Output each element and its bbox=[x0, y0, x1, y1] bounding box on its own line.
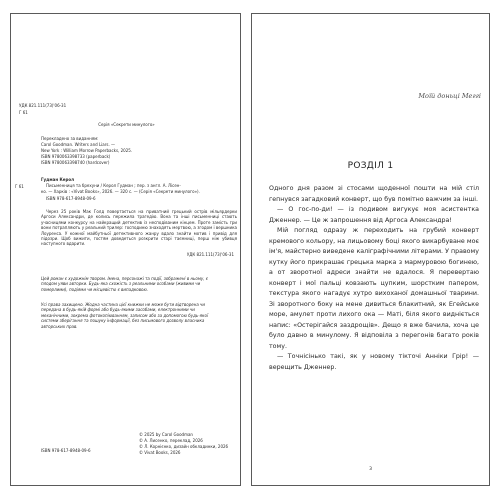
isbn-hardcover: ISBN 9780063398740 (hardcover) bbox=[41, 160, 110, 165]
translation-line: Carol Goodman. Writers and Liars. — bbox=[41, 142, 116, 147]
paragraph: — О гос-по-ди! — із подивом вигукує моя асистентка Дженнер. — Це ж запрошення від Аргоса Александра! bbox=[269, 206, 479, 224]
isbn-bottom: ISBN 978-617-8948-09-6 bbox=[41, 448, 91, 453]
series-line: Серія «Секрети минулого» bbox=[98, 122, 155, 127]
dedication: Моїй доньці Меггі bbox=[418, 92, 481, 100]
book-annotation: Через 25 років Мак Голд повертається на приватний грецький острів мільярдерки Аргоси Александри, де колись пережила трагедію. Вона та інші письменниці стають учасницями конкурсу на найкращий детектив із несподіваним кінцем. Проте замість гри вони потрапляють у реальний трилер: господиню знаходять мертвою, а згодом і вершника Лоуренса. У кожної майбутньої детективного жанру вдало знайти мотив і привід для підозри. Щоб вижити, гостям доведеться розкрити старі таємниці, перш ніж убивця наступного вдарити. bbox=[41, 209, 237, 247]
udc-right: УДК 821.111(73)'06-31 bbox=[186, 252, 234, 257]
left-page-imprint bbox=[10, 13, 241, 486]
chapter-title: РОЗДІЛ 1 bbox=[347, 161, 394, 171]
isbn-paperback: ISBN 9780063398733 (paperback) bbox=[41, 154, 111, 159]
udc-top: УДК 821.111(73)'06-31 bbox=[19, 103, 67, 108]
chapter-body bbox=[269, 184, 479, 373]
bibliographic-line: Письменниця та брехуни / Керол Гудман ; пер. з англ. А. Лісен- bbox=[46, 183, 181, 188]
translation-line: Перекладено за виданням: bbox=[41, 136, 99, 141]
author-name: Гудман Керол bbox=[41, 177, 75, 182]
bibliographic-line: ко. — Харків : «Vivat Books», 2026. — 320 с. — (Серія «Секрети минулого»). bbox=[41, 189, 200, 194]
translation-line: New York : William Morrow Paperbacks, 2025. bbox=[41, 148, 133, 153]
page-number: 3 bbox=[369, 467, 372, 472]
classification-code-side: Г 61 bbox=[15, 184, 24, 189]
classification-code-top: Г 61 bbox=[19, 110, 28, 115]
right-page-chapter bbox=[251, 13, 490, 486]
copyright-line: © Vivat Books, 2026 bbox=[139, 450, 181, 455]
copyright-line: © А. Лисенко, переклад, 2026 bbox=[139, 438, 203, 443]
paragraph: — Точнісінько такі, як у новому тікточі Анніки Грір! — верещить Дженнер. bbox=[269, 353, 479, 371]
paragraph: Мій погляд одразу ж переходить на грубий конверт кремового кольору, на лицьовому боці якого викарбуване моє ім'я, майстерно виведене каліграфічними літерами. У правому кутку його прикрашає грецька марка з мармуровою богинею, а от зворотної адреси знайти не вдалося. Я перевертаю конверт і мої пальці ковзають цупким, шорстким папером, текстура якого нагадує хутро вихоханої домашньої тварини. Зі зворотного боку на мене дивиться блакитний, як Егейське море, амулет проти лихого ока — Маті, біля якого видніється напис: «Остерігайся заздрощів». Дещо я вже бачила, хоча це було давно в минулому. Я відповіла з перегонів багато років тому. bbox=[269, 227, 479, 350]
rights-disclaimer: Усі права захищено. Жодна частина цієї книжки не може бути відтворена чи передана в будь-якій формі або будь-якими засобами, електронними чи механічними, зокрема фотокопіюванням, записом або за допомогою будь-якої системи зберігання та пошуку інформації, без письмового дозволу власника авторських прав. bbox=[41, 302, 209, 329]
copyright-line: © Л. Корнієнко, дизайн обкладинки, 2026 bbox=[139, 444, 229, 449]
paragraph: Одного дня разом зі стосами щоденної пошти на мій стіл гепнувся загадковий конверт, що був помітно важчим за інші. bbox=[269, 185, 479, 203]
isbn-line: ISBN 978-617-8948-09-6 bbox=[46, 196, 96, 201]
copyright-line: © 2025 by Carol Goodman bbox=[139, 432, 193, 437]
fiction-disclaimer: Цей роман є художнім твором. Імена, персонажі та події, зображені в ньому, є плодом уяви авторки. Будь-яка схожість з реальними особами (живими чи померлими), подіями чи місцевістю є випадковою. bbox=[41, 276, 208, 292]
